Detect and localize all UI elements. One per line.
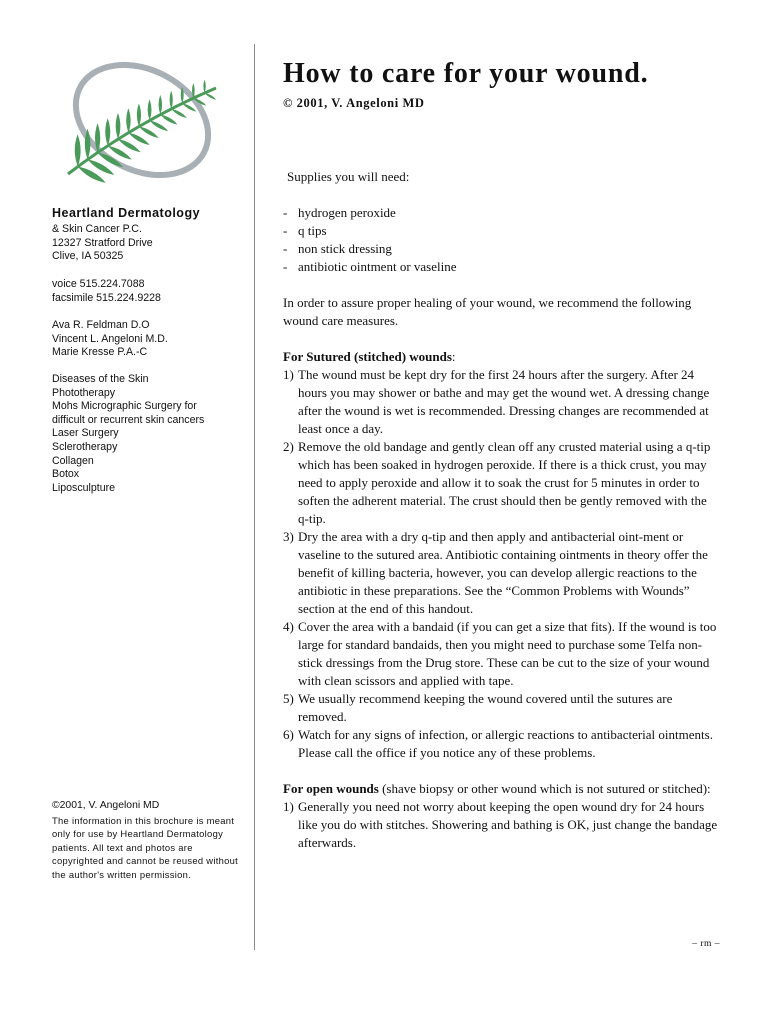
services-list: [52, 373, 204, 495]
open-heading: [283, 780, 719, 798]
legal-note: The information in this brochure is meant only for use by Heartland Dermatology patients. All text and photos are copyrighted and cannot be reused without the author's written permission.: [52, 814, 239, 880]
staff-member: Marie Kresse P.A.-C: [52, 346, 148, 359]
supply-item-text: q tips: [298, 223, 327, 238]
sutured-step: [283, 690, 719, 726]
step-number: 5): [283, 691, 294, 706]
step-text: Watch for any signs of infection, or allergic reactions to antibacterial ointments. Please call the office if you notice any of these problems.: [298, 727, 713, 760]
author-copyright: © 2001, V. Angeloni MD: [283, 96, 425, 110]
service-item: difficult or recurrent skin cancers: [52, 413, 205, 426]
step-number: 1): [283, 367, 294, 382]
fern-frond: [139, 127, 159, 138]
fern-frond: [159, 95, 163, 115]
fern-frond: [170, 91, 173, 109]
step-text: We usually recommend keeping the wound covered until the sutures are removed.: [298, 691, 673, 724]
service-item: Laser Surgery: [52, 427, 119, 440]
address-line: Clive, IA 50325: [52, 250, 124, 263]
service-item: Phototherapy: [52, 386, 116, 399]
fern-frond: [128, 133, 149, 145]
column-divider: [254, 44, 255, 950]
page-title: How to care for your wound.: [283, 58, 649, 89]
phone-facsimile: facsimile 515.224.9228: [52, 291, 161, 304]
org-name: Heartland Dermatology: [52, 206, 201, 220]
fern-frond: [148, 99, 152, 120]
fern-frond: [118, 139, 141, 152]
legal-notice: [52, 799, 242, 882]
step-number: 6): [283, 727, 294, 742]
supply-item-text: hydrogen peroxide: [298, 205, 396, 220]
service-item: Diseases of the Skin: [52, 373, 149, 385]
fern-logo-icon: [56, 52, 228, 192]
fern-frond: [105, 118, 110, 146]
service-item: Collagen: [52, 454, 94, 467]
open-heading-tail: (shave biopsy or other wound which is not sutured or stitched):: [378, 781, 711, 796]
supplies-heading: Supplies you will need:: [287, 169, 410, 184]
service-item: Liposculpture: [52, 481, 116, 494]
sidebar: [52, 0, 242, 1024]
supply-item-text: antibiotic ointment or vaseline: [298, 259, 457, 274]
open-section: [283, 780, 719, 852]
open-heading-bold: For open wounds: [283, 781, 379, 796]
contact-block: [52, 278, 161, 305]
page-footer-mark: – rm –: [692, 939, 720, 949]
sutured-step: [283, 438, 719, 528]
phone-voice: voice 515.224.7088: [52, 278, 145, 290]
step-text: Dry the area with a dry q-tip and then apply and antibacterial oint-ment or vaseline to the sutured area. Antibiotic containing ointments in theory offer the benefit of killing bacteria, however, you can develop allergic reactions to the antibiotic in these preparations. See the “Common Problems with Wounds” section at the end of this handout.: [298, 529, 708, 616]
step-number: 3): [283, 529, 294, 544]
fern-frond: [75, 134, 81, 166]
step-text: The wound must be kept dry for the first 24 hours after the surgery. After 24 hours you may shower or bathe and may get the wound wet. A dressing change after the wound is wet is recommended. Dressing changes are recommended at least once a day.: [298, 367, 710, 436]
sutured-step: [283, 618, 719, 690]
sutured-step: [283, 528, 719, 618]
fern-frond: [126, 108, 130, 133]
step-text: Remove the old bandage and gently clean off any crusted material using a q-tip which has been soaked in hydrogen peroxide. If there is a thick crust, you may need to apply peroxide and allow it to soak the crust for 5 minutes in order to soften the adherent material. The crust should then be gently removed with the q-tip.: [298, 439, 711, 526]
fern-frond: [205, 93, 217, 100]
address-block: [52, 223, 153, 264]
sutured-section: [283, 348, 719, 762]
fern-frond: [171, 109, 187, 118]
step-text: Generally you need not worry about keeping the open wound dry for 24 hours like you do with stitches. Showering and bathing is OK, just change the bandage afterwards.: [298, 799, 718, 850]
body-text: [283, 168, 719, 852]
address-line: & Skin Cancer P.C.: [52, 223, 142, 235]
staff-member: Vincent L. Angeloni M.D.: [52, 332, 168, 345]
fern-frond: [150, 120, 169, 131]
service-item: Mohs Micrographic Surgery for: [52, 400, 197, 413]
open-step: [283, 798, 719, 852]
sutured-step: [283, 366, 719, 438]
supply-item: - hydrogen peroxide: [283, 205, 396, 220]
step-text: Cover the area with a bandaid (if you can get a size that fits). If the wound is too large for standard bandaids, then you might need to purchase some Telfa non-stick dressings from the Drug store. These can be cut to the size of your wound with clean scissors and applied with tape.: [298, 619, 717, 688]
step-number: 4): [283, 619, 294, 634]
step-number: 1): [283, 799, 294, 814]
fern-frond: [160, 115, 177, 125]
supply-item: - q tips: [283, 223, 327, 238]
service-item: Botox: [52, 468, 80, 481]
sutured-heading-tail: :: [451, 349, 456, 364]
staff-member: Ava R. Feldman D.O: [52, 319, 150, 331]
sutured-heading: [283, 348, 719, 366]
fern-frond: [203, 79, 205, 92]
address-line: 12327 Stratford Drive: [52, 236, 153, 249]
sutured-step: [283, 726, 719, 762]
fern-frond: [137, 104, 141, 127]
sutured-heading-bold: For Sutured (stitched) wounds: [283, 349, 452, 364]
step-number: 2): [283, 439, 294, 454]
intro-paragraph: In order to assure proper healing of your wound, we recommend the following wound care measures.: [283, 295, 692, 328]
legal-copyright: ©2001, V. Angeloni MD: [52, 800, 160, 811]
service-item: Sclerotherapy: [52, 440, 118, 453]
supply-item-text: non stick dressing: [298, 241, 392, 256]
fern-frond: [116, 113, 121, 139]
staff-list: [52, 319, 168, 360]
supply-item: - non stick dressing: [283, 241, 392, 256]
supply-item: - antibiotic ointment or vaseline: [283, 259, 457, 274]
